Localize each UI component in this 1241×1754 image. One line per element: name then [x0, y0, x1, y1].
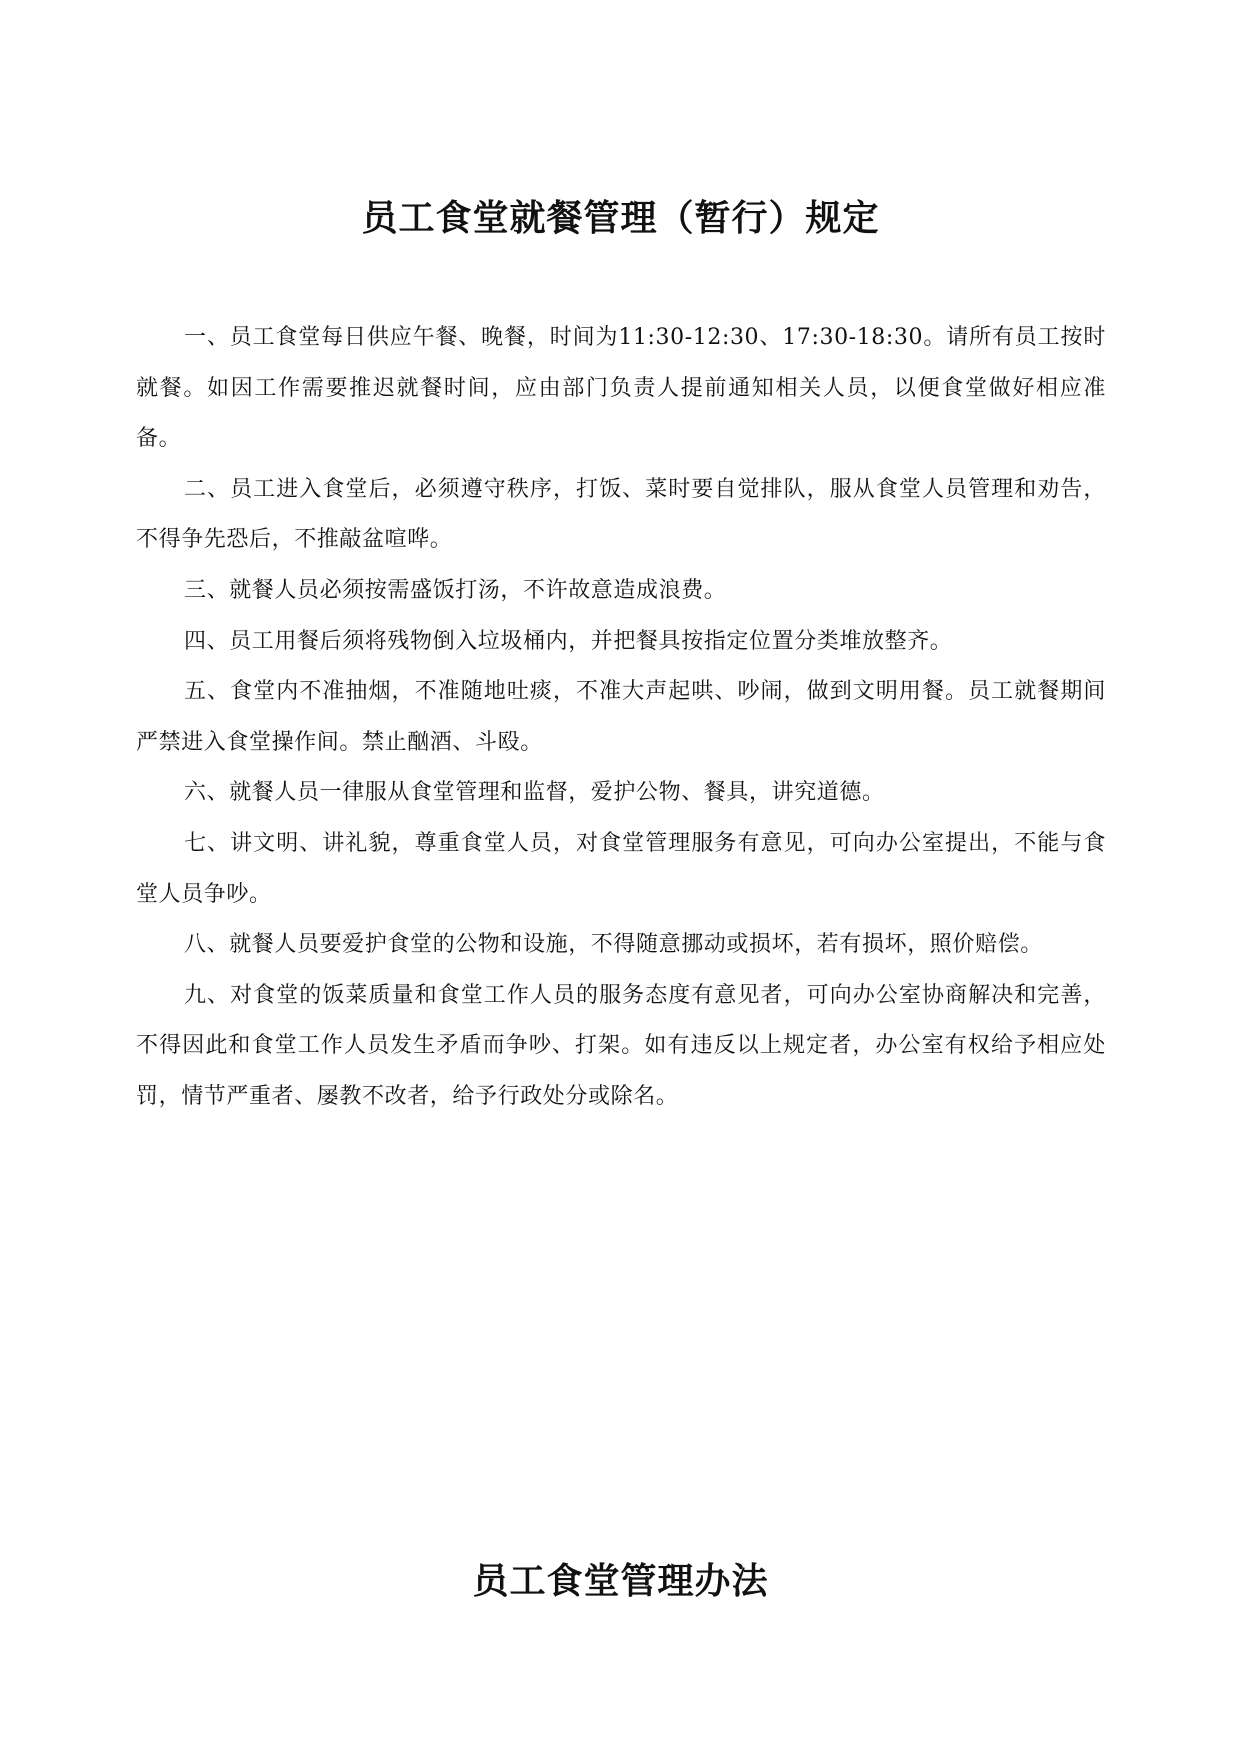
clause-6: 六、就餐人员一律服从食堂管理和监督，爱护公物、餐具，讲究道德。 — [184, 780, 885, 806]
clause-8: 八、就餐人员要爱护食堂的公物和设施，不得随意挪动或损坏，若有损坏，照价赔偿。 — [184, 932, 1043, 958]
section-title: 员工食堂管理办法 — [472, 1561, 769, 1602]
clause-5: 五、食堂内不准抽烟，不准随地吐痰，不准大声起哄、吵闹，做到文明用餐。员工就餐期间严禁进入食堂操作间。禁止酗酒、斗殴。 — [136, 679, 1106, 755]
clause-4: 四、员工用餐后须将残物倒入垃圾桶内，并把餐具按指定位置分类堆放整齐。 — [184, 628, 953, 654]
clause-1: 一、员工食堂每日供应午餐、晚餐，时间为11:30-12:30、17:30-18:30。请所有员工按时就餐。如因工作需要推迟就餐时间，应由部门负责人提前通知相关人员，以便食堂做好相应准备。 — [136, 325, 1106, 452]
clause-3: 三、就餐人员必须按需盛饭打汤，不许故意造成浪费。 — [184, 577, 727, 603]
clause-7: 七、讲文明、讲礼貌，尊重食堂人员，对食堂管理服务有意见，可向办公室提出，不能与食堂人员争吵。 — [136, 830, 1106, 907]
clause-9: 九、对食堂的饭菜质量和食堂工作人员的服务态度有意见者，可向办公室协商解决和完善，不得因此和食堂工作人员发生矛盾而争吵、打架。如有违反以上规定者，办公室有权给予相应处罚，情节严重者、屡教不改者，给予行政处分或除名。 — [136, 982, 1106, 1109]
clause-2: 二、员工进入食堂后，必须遵守秩序，打饭、菜时要自觉排队，服从食堂人员管理和劝告，不得争先恐后，不推敲盆喧哗。 — [136, 476, 1106, 553]
regulation-body — [136, 313, 1106, 1123]
page-title: 员工食堂就餐管理（暂行）规定 — [361, 198, 880, 239]
